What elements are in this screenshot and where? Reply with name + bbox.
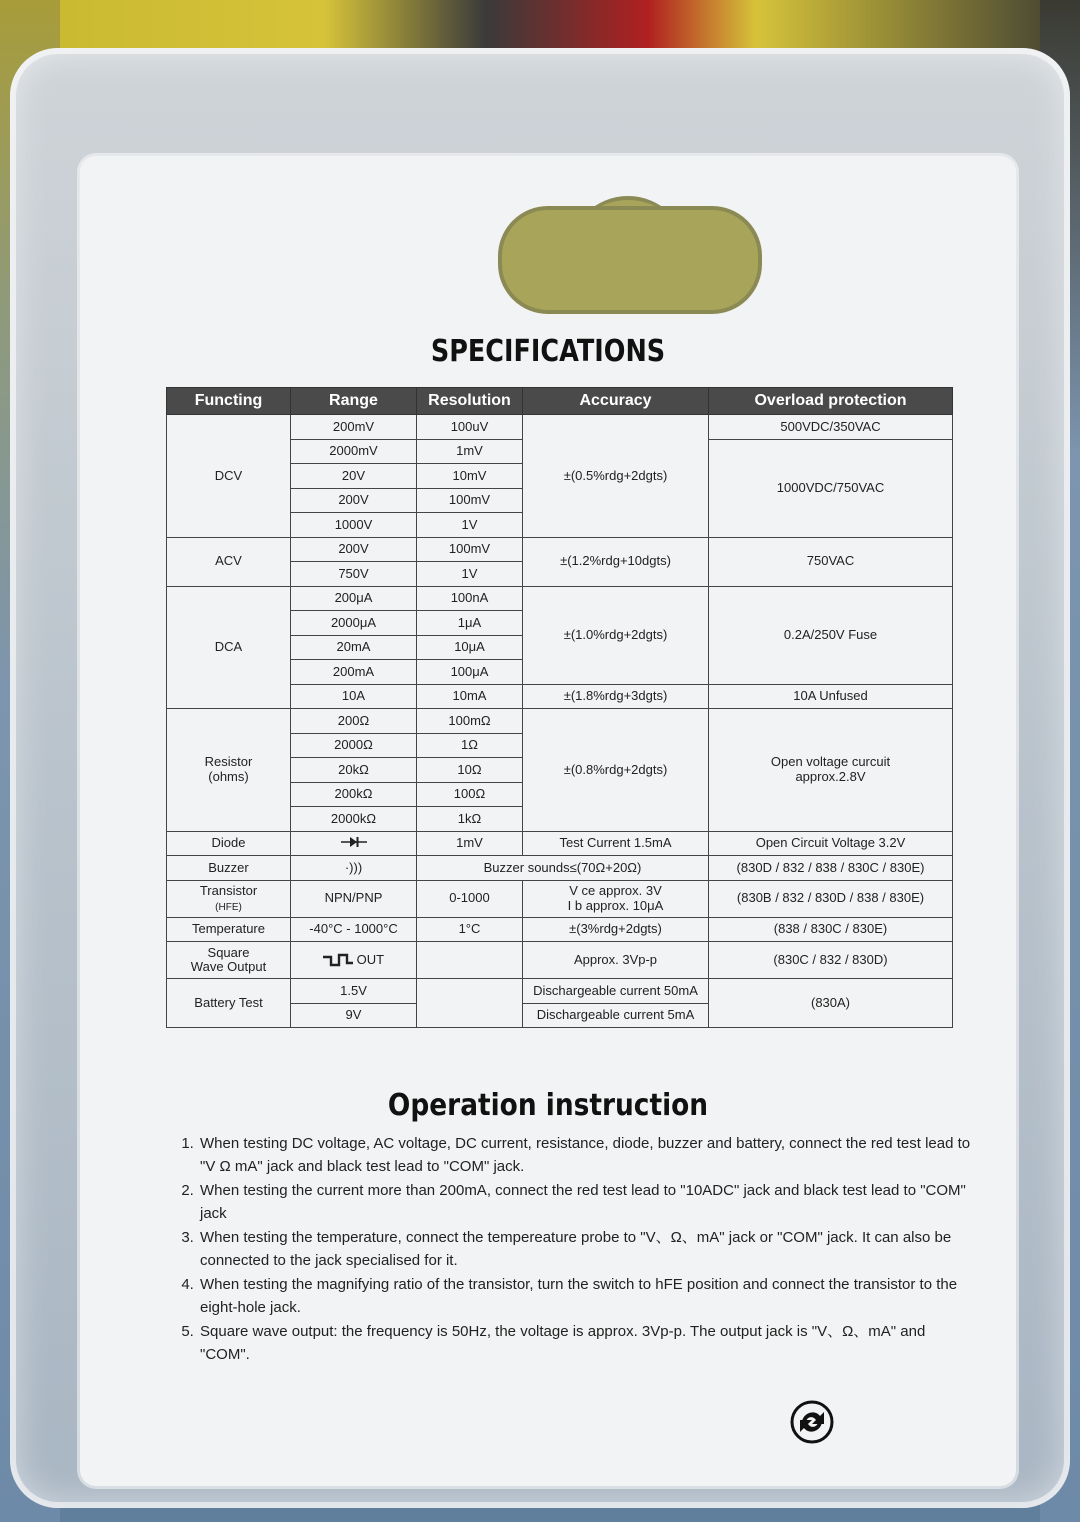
accuracy-cell: ±(1.2%rdg+10dgts) xyxy=(523,537,709,586)
table-row xyxy=(167,537,953,562)
blister-pack xyxy=(10,48,1070,1508)
accuracy-cell: Test Current 1.5mA xyxy=(523,831,709,856)
accuracy-cell xyxy=(523,880,709,917)
transistor-label xyxy=(167,880,291,917)
spec-title: SPECIFICATIONS xyxy=(430,334,666,369)
accuracy-line-2: I b approx. 10μA xyxy=(567,897,664,913)
table-row xyxy=(167,880,953,917)
operation-title: Operation instruction xyxy=(387,1088,709,1123)
range-cell: 20V xyxy=(291,464,417,489)
battery-label: Battery Test xyxy=(167,979,291,1028)
buzzer-note: Buzzer sounds≤(70Ω+20Ω) xyxy=(417,856,709,881)
protection-line-2: approx.2.8V xyxy=(795,768,866,784)
table-row xyxy=(167,709,953,734)
header-range: Range xyxy=(291,388,417,415)
resolution-cell: 100mΩ xyxy=(417,709,523,734)
transistor-label-2: (HFE) xyxy=(215,901,242,913)
table-row xyxy=(167,586,953,611)
accuracy-cell: Dischargeable current 5mA xyxy=(523,1003,709,1028)
resolution-cell: 1mV xyxy=(417,831,523,856)
range-cell: 2000kΩ xyxy=(291,807,417,832)
resolution-cell: 100Ω xyxy=(417,782,523,807)
resolution-cell: 1mV xyxy=(417,439,523,464)
instruction-list xyxy=(180,1132,978,1367)
header-accuracy: Accuracy xyxy=(523,388,709,415)
resolution-cell: 1μA xyxy=(417,611,523,636)
diode-icon xyxy=(291,831,417,856)
protection-cell: Open Circuit Voltage 3.2V xyxy=(709,831,953,856)
list-item: 4. When testing the magnifying ratio of the transistor, turn the switch to hFE position and connect the transistor to the eight-hole jack. xyxy=(198,1273,978,1319)
range-cell: -40°C - 1000°C xyxy=(291,917,417,942)
range-cell: 200mV xyxy=(291,415,417,440)
accuracy-cell: Dischargeable current 50mA xyxy=(523,979,709,1004)
resistor-label xyxy=(167,709,291,832)
range-cell: 200V xyxy=(291,488,417,513)
accuracy-line-1: V ce approx. 3V xyxy=(569,883,662,899)
models-cell: (830D / 832 / 838 / 830C / 830E) xyxy=(709,856,953,881)
range-cell: 200V xyxy=(291,537,417,562)
resolution-cell: 1kΩ xyxy=(417,807,523,832)
range-cell: 1000V xyxy=(291,513,417,538)
square-wave-label xyxy=(167,942,291,979)
list-item: 3. When testing the temperature, connect the tempereature probe to "V、Ω、mA" jack or "COM" jack. It can also be connected to the jack specialised for it. xyxy=(198,1226,978,1272)
resolution-cell: 0-1000 xyxy=(417,880,523,917)
accuracy-cell: ±(1.0%rdg+2dgts) xyxy=(523,586,709,684)
resistor-label-2: (ohms) xyxy=(208,768,249,784)
range-cell: 2000μA xyxy=(291,611,417,636)
range-cell: NPN/PNP xyxy=(291,880,417,917)
resolution-cell: 1°C xyxy=(417,917,523,942)
square-wave-label-2: Wave Output xyxy=(190,959,267,974)
protection-cell: 0.2A/250V Fuse xyxy=(709,586,953,684)
list-item: 1. When testing DC voltage, AC voltage, DC current, resistance, diode, buzzer and battery, connect the red test lead to "V Ω mA" jack and black test lead to "COM" jack. xyxy=(198,1132,978,1178)
resolution-cell: 100μA xyxy=(417,660,523,685)
range-cell: 200kΩ xyxy=(291,782,417,807)
resolution-cell: 1V xyxy=(417,513,523,538)
table-row xyxy=(167,415,953,440)
resolution-cell: 100uV xyxy=(417,415,523,440)
accuracy-cell: Approx. 3Vp-p xyxy=(523,942,709,979)
protection-cell: 10A Unfused xyxy=(709,684,953,709)
resolution-cell xyxy=(417,942,523,979)
spec-table xyxy=(166,387,953,1028)
resolution-cell: 10mV xyxy=(417,464,523,489)
dcv-label: DCV xyxy=(167,415,291,538)
header-functing: Functing xyxy=(167,388,291,415)
table-row xyxy=(167,856,953,881)
range-cell: 9V xyxy=(291,1003,417,1028)
header-resolution: Resolution xyxy=(417,388,523,415)
table-row xyxy=(167,917,953,942)
green-dot-recycle-icon xyxy=(790,1400,834,1444)
accuracy-cell: ±(0.5%rdg+2dgts) xyxy=(523,415,709,538)
table-header-row xyxy=(167,388,953,415)
hanger-hole xyxy=(498,206,762,314)
buzzer-icon: ·))) xyxy=(291,856,417,881)
models-cell: (830B / 832 / 830D / 838 / 830E) xyxy=(709,880,953,917)
list-item: 2. When testing the current more than 200mA, connect the red test lead to "10ADC" jack and black test lead to "COM" jack xyxy=(198,1179,978,1225)
resistor-label-1: Resistor xyxy=(204,754,253,770)
models-cell: (830A) xyxy=(709,979,953,1028)
range-cell: 200μA xyxy=(291,586,417,611)
resolution-cell: 10μA xyxy=(417,635,523,660)
resolution-cell: 10Ω xyxy=(417,758,523,783)
range-cell: 20kΩ xyxy=(291,758,417,783)
models-cell: (838 / 830C / 830E) xyxy=(709,917,953,942)
accuracy-cell: ±(0.8%rdg+2dgts) xyxy=(523,709,709,832)
list-item: 5. Square wave output: the frequency is 50Hz, the voltage is approx. 3Vp-p. The output jack is "V、Ω、mA" and "COM". xyxy=(198,1320,978,1366)
range-cell: 1.5V xyxy=(291,979,417,1004)
accuracy-cell: ±(1.8%rdg+3dgts) xyxy=(523,684,709,709)
transistor-label-1: Transistor xyxy=(199,883,258,899)
table-row xyxy=(167,979,953,1004)
acv-label: ACV xyxy=(167,537,291,586)
accuracy-cell: ±(3%rdg+2dgts) xyxy=(523,917,709,942)
protection-cell: 750VAC xyxy=(709,537,953,586)
square-wave-out-label: OUT xyxy=(356,951,385,967)
diode-label: Diode xyxy=(167,831,291,856)
range-cell: 2000mV xyxy=(291,439,417,464)
protection-line-1: Open voltage curcuit xyxy=(770,754,891,770)
range-cell: 750V xyxy=(291,562,417,587)
resolution-cell: 100mV xyxy=(417,488,523,513)
models-cell: (830C / 832 / 830D) xyxy=(709,942,953,979)
dca-label: DCA xyxy=(167,586,291,709)
resolution-cell: 100nA xyxy=(417,586,523,611)
protection-cell: 1000VDC/750VAC xyxy=(709,439,953,537)
resolution-cell: 10mA xyxy=(417,684,523,709)
range-cell: 2000Ω xyxy=(291,733,417,758)
protection-cell: 500VDC/350VAC xyxy=(709,415,953,440)
spec-card xyxy=(80,156,1016,1486)
range-cell: 20mA xyxy=(291,635,417,660)
range-cell: 200Ω xyxy=(291,709,417,734)
header-overload: Overload protection xyxy=(709,388,953,415)
square-wave-label-1: Square xyxy=(207,944,250,960)
range-cell: 200mA xyxy=(291,660,417,685)
resolution-cell: 1V xyxy=(417,562,523,587)
protection-cell xyxy=(709,709,953,832)
range-cell: 10A xyxy=(291,684,417,709)
buzzer-label: Buzzer xyxy=(167,856,291,881)
square-wave-icon xyxy=(323,953,353,967)
table-row xyxy=(167,942,953,979)
temperature-label: Temperature xyxy=(167,917,291,942)
resolution-cell: 1Ω xyxy=(417,733,523,758)
square-wave-range xyxy=(291,942,417,979)
table-row xyxy=(167,831,953,856)
resolution-cell: 100mV xyxy=(417,537,523,562)
resolution-cell xyxy=(417,979,523,1028)
